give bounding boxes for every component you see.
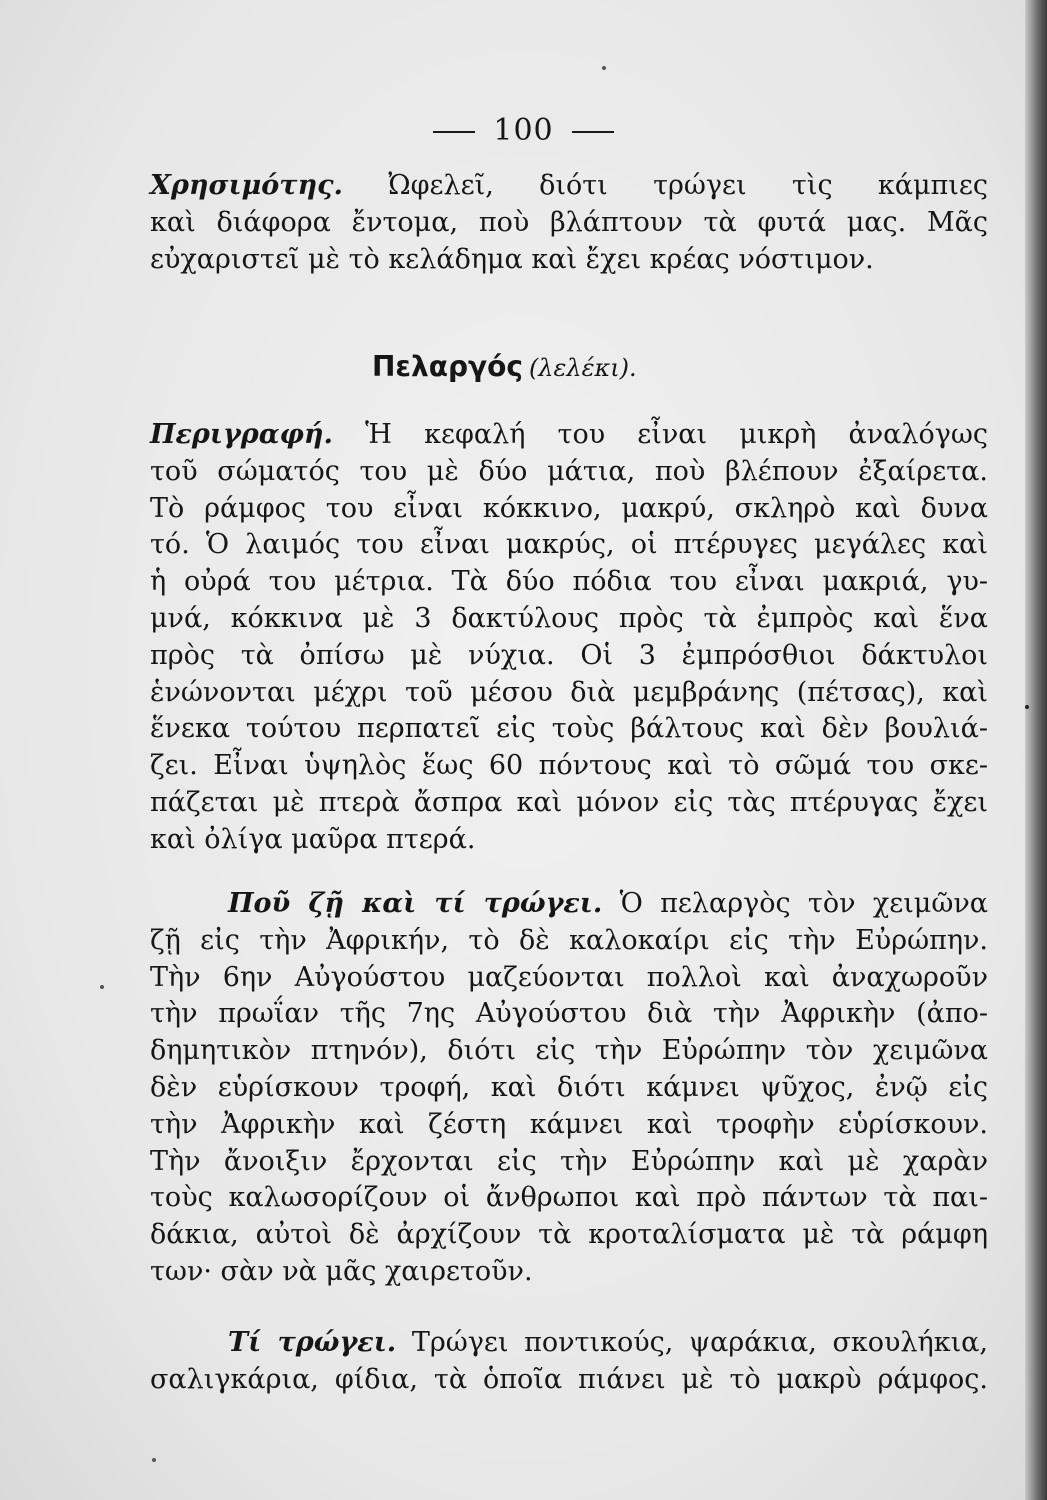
habitat-line: τοὺς καλωσορίζουν οἱ ἄνθρωποι καὶ πρὸ πάντων τὰ παι- bbox=[150, 1182, 988, 1214]
habitat-line: δὲν εὑρίσκουν τροφή, καὶ διότι κάμνει ψῦχος, ἐνῷ εἰς bbox=[150, 1071, 988, 1103]
page-number-dash-right bbox=[572, 131, 614, 133]
diet-line-2: σαλιγκάρια, φίδια, τὰ ὁποῖα πιάνει μὲ τὸ μακρὺ ράμφος. bbox=[150, 1363, 988, 1395]
diet-term: Τί τρώγει. bbox=[228, 1327, 397, 1358]
usefulness-term: Χρησιμότης. bbox=[150, 170, 343, 201]
habitat-line: τὴν Ἀφρικὴν καὶ ζέστη κάμνει καὶ τροφὴν εὑρίσκουν. bbox=[150, 1108, 988, 1140]
description-line: τοῦ σώματός του μὲ δύο μάτια, ποὺ βλέπουν ἐξαίρετα. bbox=[150, 455, 988, 487]
usefulness-line-1: Χρησιμότης. Ὠφελεῖ, διότι τρώγει τὶς κάμπιες bbox=[150, 170, 988, 201]
habitat-line: τὴν πρωΐαν τῆς 7ης Αὐγούστου διὰ τὴν Ἀφρικὴν (ἀπο- bbox=[150, 998, 988, 1030]
description-line: καὶ ὀλίγα μαῦρα πτερά. bbox=[150, 823, 476, 855]
page-edge-shadow bbox=[1025, 0, 1047, 1500]
description-line: ἡ οὐρά του μέτρια. Τὰ δύο πόδια του εἶναι μακριά, γυ- bbox=[150, 566, 988, 598]
usefulness-paragraph bbox=[150, 168, 988, 278]
habitat-line: ζῇ εἰς τὴν Ἀφρικήν, τὸ δὲ καλοκαίρι εἰς τὴν Εὐρώπην. bbox=[150, 924, 988, 956]
habitat-line-1: Ποῦ ζῇ καὶ τί τρώγει. Ὁ πελαργὸς τὸν χειμῶνα bbox=[228, 888, 988, 919]
habitat-line: δημητικὸν πτηνόν), διότι εἰς τὴν Εὐρώπην τὸν χειμῶνα bbox=[150, 1035, 988, 1067]
habitat-line: Τὴν 6ην Αὐγούστου μαζεύονται πολλοὶ καὶ ἀναχωροῦν bbox=[150, 961, 988, 993]
description-line-1: Περιγραφή. Ἡ κεφαλή του εἶναι μικρὴ ἀναλόγως bbox=[150, 419, 989, 450]
heading-title: Πελαργός bbox=[372, 350, 523, 383]
page-number bbox=[0, 113, 1047, 148]
section-heading bbox=[372, 350, 637, 383]
scan-speck bbox=[152, 1458, 156, 1462]
page-number-value: 100 bbox=[493, 113, 554, 148]
description-line: πάζεται μὲ πτερὰ ἄσπρα καὶ μόνον εἰς τὰς πτέρυγας ἔχει bbox=[150, 786, 988, 818]
diet-line-1: Τί τρώγει. Τρώγει ποντικούς, ψαράκια, σκουλήκια, bbox=[228, 1327, 988, 1358]
description-line: τό. Ὁ λαιμός του εἶναι μακρύς, οἱ πτέρυγες μεγάλες καὶ bbox=[150, 529, 988, 561]
scan-speck bbox=[602, 66, 606, 70]
page-number-dash-left bbox=[433, 131, 475, 133]
description-line: μνά, κόκκινα μὲ 3 δακτύλους πρὸς τὰ ἐμπρὸς καὶ ἕνα bbox=[150, 602, 988, 634]
description-line: Τὸ ράμφος του εἶναι κόκκινο, μακρύ, σκληρὸ καὶ δυνα bbox=[150, 492, 988, 524]
usefulness-line-2: καὶ διάφορα ἔντομα, ποὺ βλάπτουν τὰ φυτά μας. Μᾶς bbox=[150, 206, 988, 238]
habitat-line: των· σὰν νὰ μᾶς χαιρετοῦν. bbox=[150, 1255, 533, 1287]
description-term: Περιγραφή. bbox=[150, 419, 333, 450]
habitat-paragraph bbox=[150, 886, 988, 1291]
description-line: ἕνεκα τούτου περπατεῖ εἰς τοὺς βάλτους καὶ δὲν βουλιά- bbox=[150, 713, 988, 745]
habitat-line: δάκια, αὐτοὶ δὲ ἀρχίζουν τὰ κροταλίσματα μὲ τὰ ράμφη bbox=[150, 1219, 988, 1251]
description-line: πρὸς τὰ ὀπίσω μὲ νύχια. Οἱ 3 ἐμπρόσθιοι δάκτυλοι bbox=[150, 639, 988, 671]
habitat-term: Ποῦ ζῇ καὶ τί τρώγει. bbox=[228, 888, 603, 919]
scan-speck bbox=[100, 985, 104, 989]
diet-paragraph bbox=[150, 1325, 988, 1399]
habitat-line: Τὴν ἄνοιξιν ἔρχονται εἰς τὴν Εὐρώπην καὶ μὲ χαρὰν bbox=[150, 1145, 988, 1177]
scan-speck bbox=[1025, 705, 1029, 709]
description-paragraph bbox=[150, 417, 988, 859]
usefulness-line-3: εὐχαριστεῖ μὲ τὸ κελάδημα καὶ ἔχει κρέας νόστιμον. bbox=[150, 243, 874, 275]
heading-subtitle: (λελέκι). bbox=[528, 354, 637, 382]
description-line: ζει. Εἶναι ὑψηλὸς ἕως 60 πόντους καὶ τὸ σῶμά του σκε- bbox=[150, 750, 988, 782]
description-line: ἑνώνονται μέχρι τοῦ μέσου διὰ μεμβράνης (πέτσας), καὶ bbox=[150, 676, 988, 708]
